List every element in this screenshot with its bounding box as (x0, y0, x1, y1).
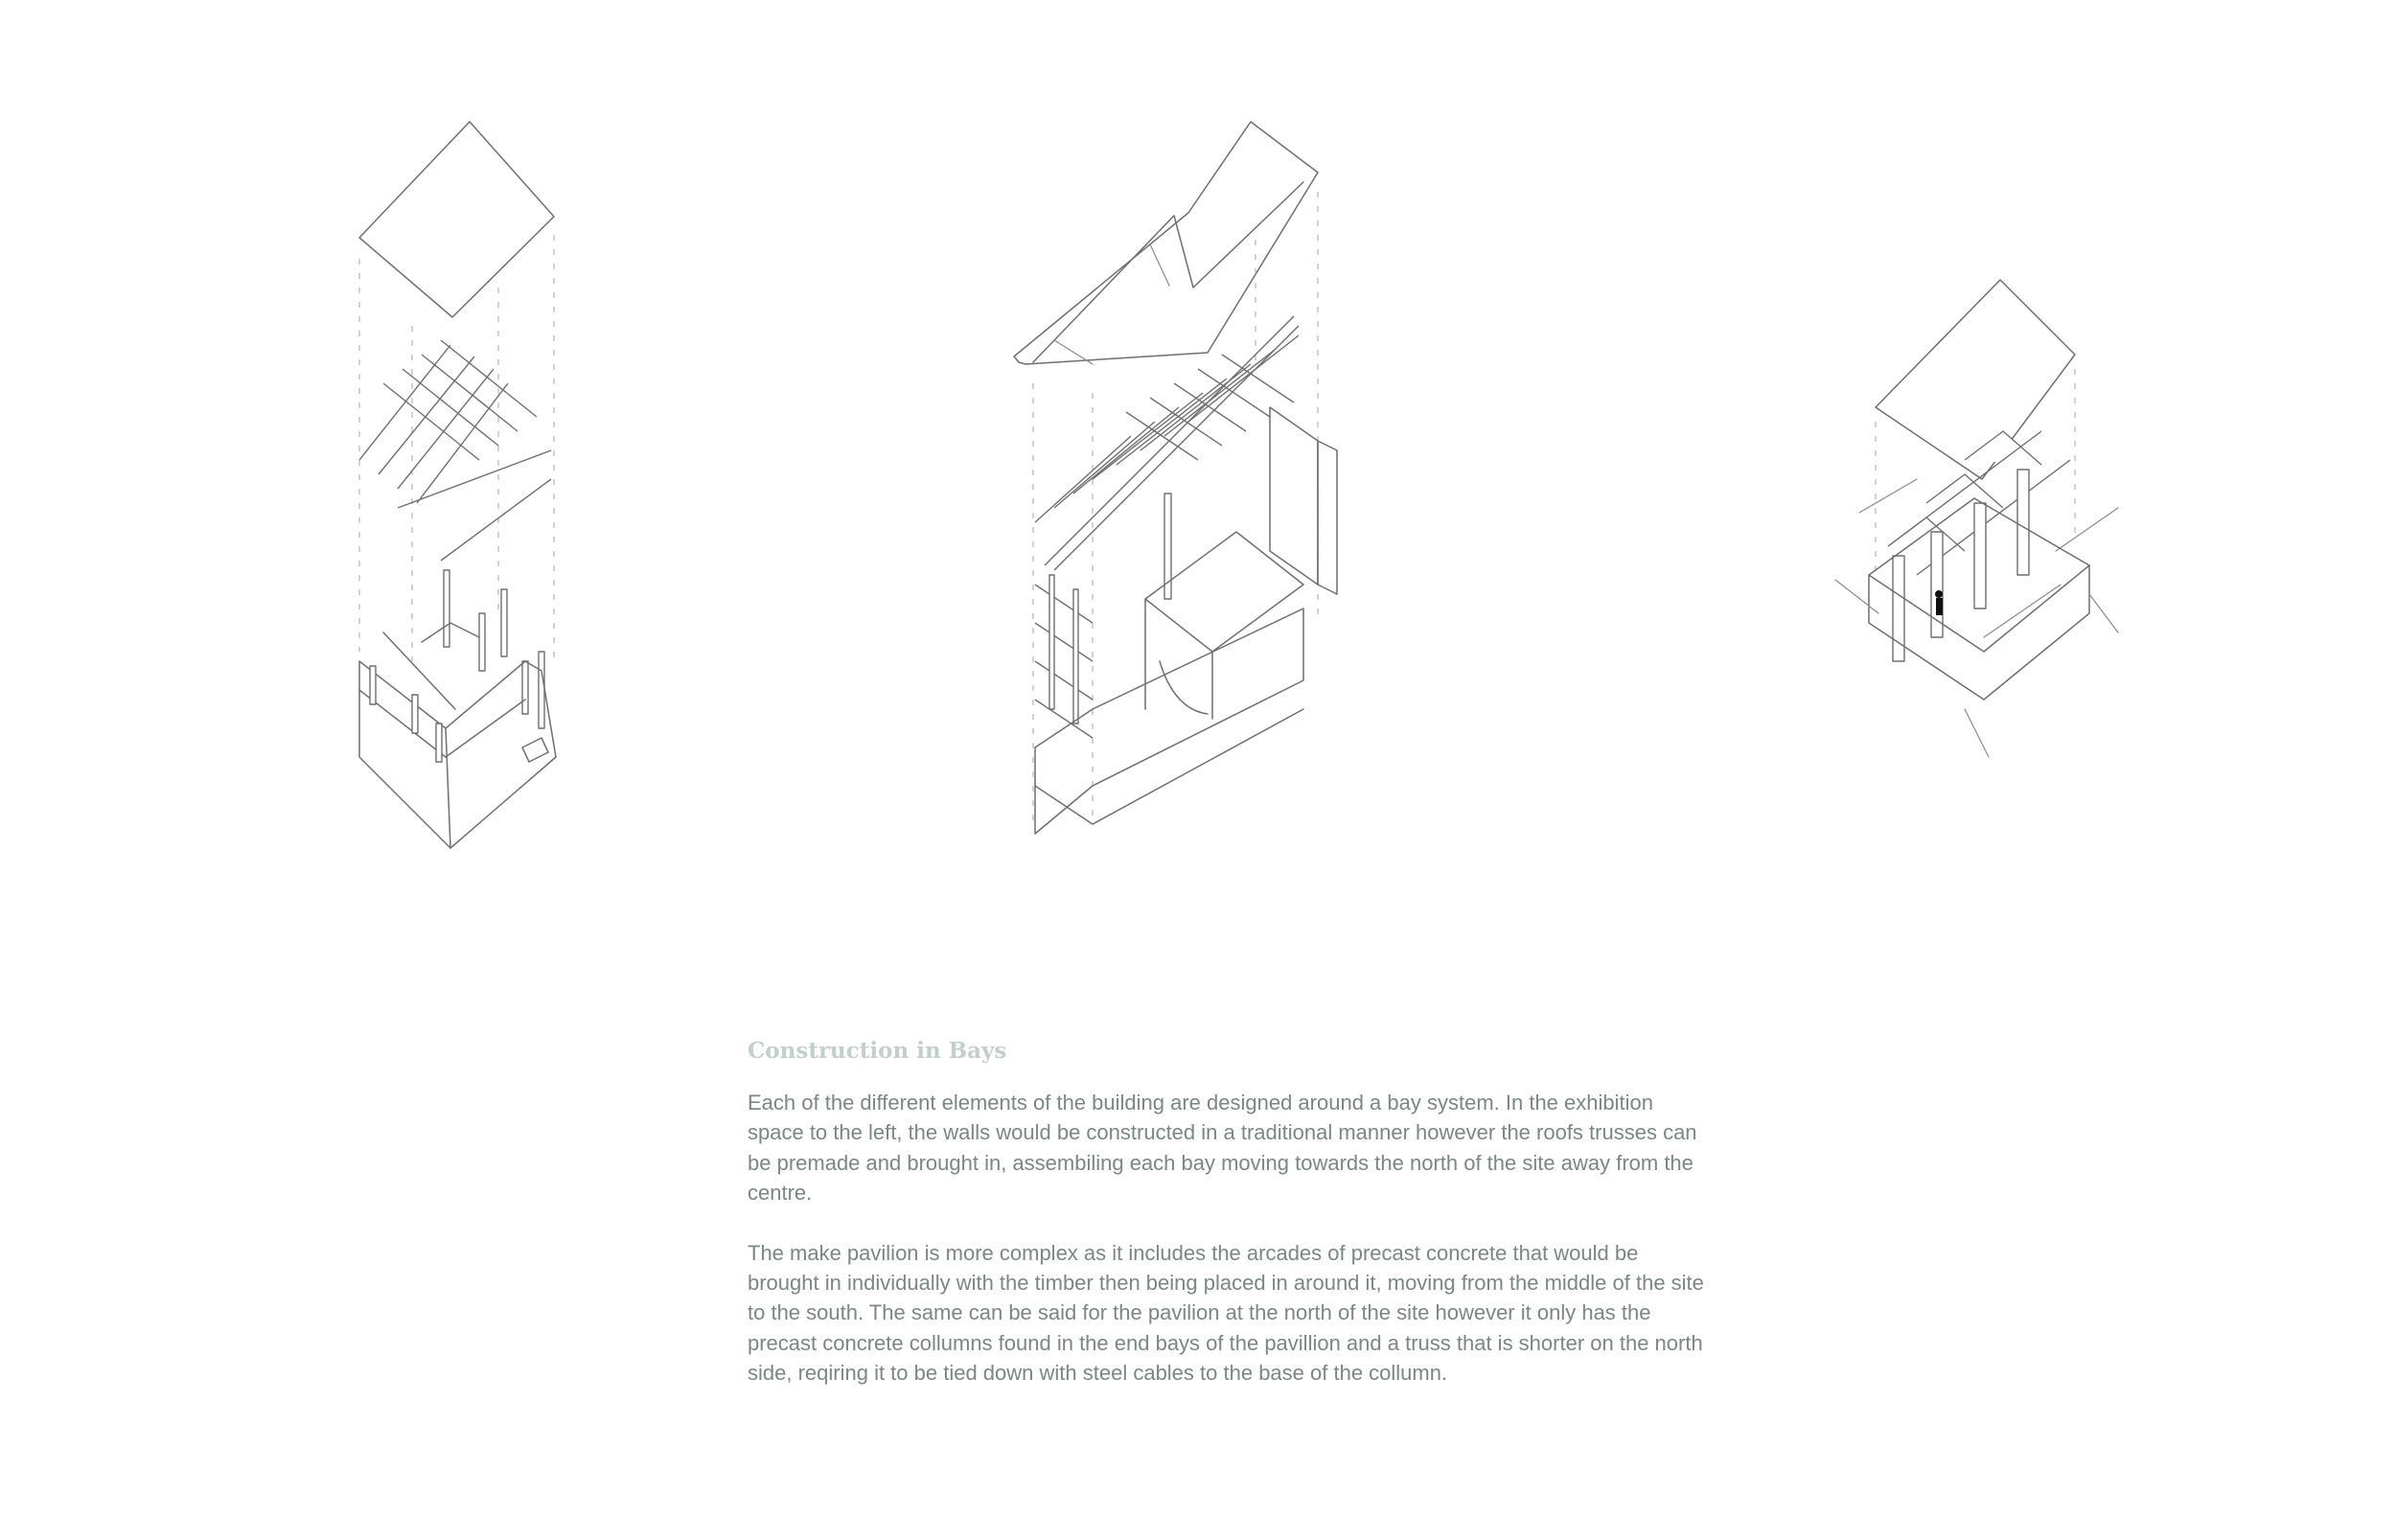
construction-in-bays-section (748, 1038, 1706, 1418)
paragraph-bay-system: Each of the different elements of the building are designed around a bay system. In the exhibition space to the left, the walls would be constructed in a traditional manner however the roofs trusses can be premade and brought in, assembiling each bay moving towards the north of the site away from the centre. (748, 1091, 1697, 1206)
paragraph-make-pavilion: The make pavilion is more complex as it includes the arcades of precast concrete that would be brought in individually with the timber then being placed in around it, moving from the middle of the site to the south. The same can be said for the pavilion at the north of the site however it only has the precast concrete collumns found in the end bays of the pavillion and a truss that is shorter on the north side, reqiring it to be tied down with steel cables to the base of the collumn. (748, 1240, 1704, 1386)
north-pavilion-diagram (1835, 280, 2118, 757)
section-heading: Construction in Bays (748, 1038, 1007, 1064)
make-pavilion-diagram (1014, 122, 1337, 834)
exhibition-pavilion-diagram (359, 122, 556, 848)
